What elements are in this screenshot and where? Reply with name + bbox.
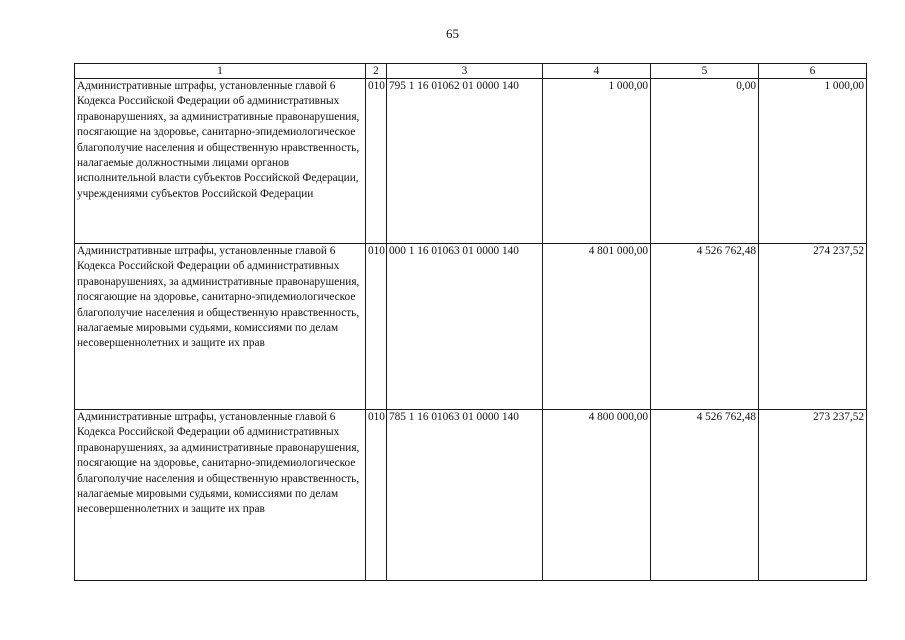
approved-amount-cell: 1 000,00 bbox=[543, 79, 651, 244]
budget-code-cell: 000 1 16 01063 01 0000 140 bbox=[387, 244, 543, 410]
remaining-amount-cell: 273 237,52 bbox=[759, 410, 867, 581]
line-code-cell: 010 bbox=[366, 79, 387, 244]
table-header-row bbox=[75, 64, 867, 79]
column-header: 6 bbox=[759, 64, 867, 79]
row-name-cell: Административные штрафы, установленные главой 6 Кодекса Российской Федерации об административных правонарушениях, за административные правонарушения, посягающие на здоровье, санитарно-эпидемиологическое благополучие населения и общественную нравственность, налагаемые мировыми судьями, комиссиями по делам несовершеннолетних и защите их прав bbox=[75, 410, 366, 581]
executed-amount-cell: 4 526 762,48 bbox=[651, 410, 759, 581]
approved-amount-cell: 4 800 000,00 bbox=[543, 410, 651, 581]
budget-code-cell: 795 1 16 01062 01 0000 140 bbox=[387, 79, 543, 244]
column-header: 2 bbox=[366, 64, 387, 79]
line-code-cell: 010 bbox=[366, 244, 387, 410]
row-name-cell: Административные штрафы, установленные главой 6 Кодекса Российской Федерации об административных правонарушениях, за административные правонарушения, посягающие на здоровье, санитарно-эпидемиологическое благополучие населения и общественную нравственность, налагаемые мировыми судьями, комиссиями по делам несовершеннолетних и защите их прав bbox=[75, 244, 366, 410]
column-header: 5 bbox=[651, 64, 759, 79]
column-header: 3 bbox=[387, 64, 543, 79]
executed-amount-cell: 0,00 bbox=[651, 79, 759, 244]
remaining-amount-cell: 274 237,52 bbox=[759, 244, 867, 410]
row-name-cell: Административные штрафы, установленные главой 6 Кодекса Российской Федерации об административных правонарушениях, за административные правонарушения, посягающие на здоровье, санитарно-эпидемиологическое благополучие населения и общественную нравственность, налагаемые должностными лицами органов исполнительной власти субъектов Российской Федерации, учреждениями субъектов Российской Федерации bbox=[75, 79, 366, 244]
executed-amount-cell: 4 526 762,48 bbox=[651, 244, 759, 410]
approved-amount-cell: 4 801 000,00 bbox=[543, 244, 651, 410]
column-header: 4 bbox=[543, 64, 651, 79]
column-header: 1 bbox=[75, 64, 366, 79]
line-code-cell: 010 bbox=[366, 410, 387, 581]
table-row bbox=[75, 410, 867, 581]
table-row bbox=[75, 244, 867, 410]
remaining-amount-cell: 1 000,00 bbox=[759, 79, 867, 244]
revenue-table bbox=[74, 63, 867, 581]
page-number: 65 bbox=[446, 26, 459, 41]
table-row bbox=[75, 79, 867, 244]
budget-code-cell: 785 1 16 01063 01 0000 140 bbox=[387, 410, 543, 581]
